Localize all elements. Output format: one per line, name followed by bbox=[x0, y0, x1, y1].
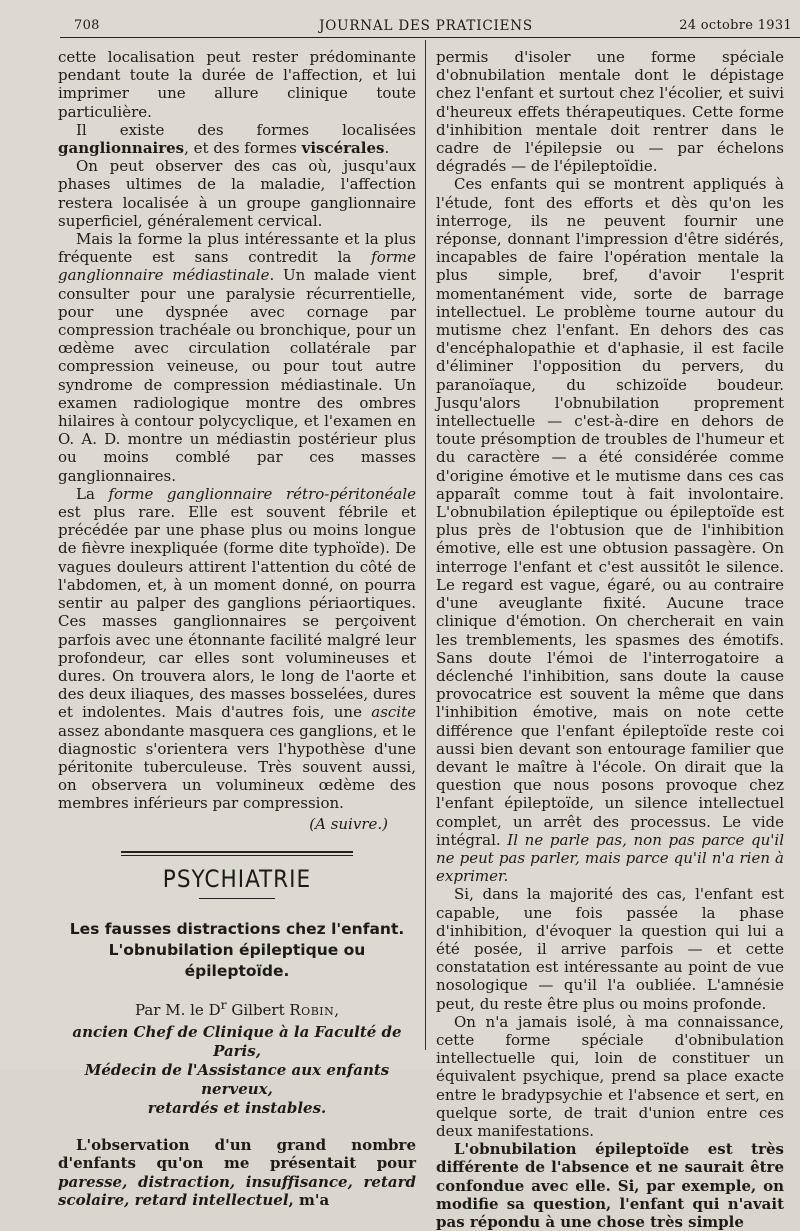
journal-title: JOURNAL DES PRATICIENS bbox=[319, 18, 533, 34]
section-rule bbox=[121, 851, 353, 856]
paragraph: cette localisation peut rester prédominante pendant toute la durée de l'affection, et lui imprimer une allure clinique toute particulière. bbox=[58, 48, 416, 121]
left-column bbox=[58, 48, 416, 1209]
paragraph: Mais la forme la plus intéressante et la plus fréquente est sans contredit la forme ganglionnaire médiastinale. Un malade vient consulter pour une paralysie récurrentielle, pour une dyspnée avec cornage par compression trachéale ou bronchique, pour un œdème avec circulation collatérale par compression veineuse, ou pour tout autre syndrome de compression médiastinale. Un examen radiologique montre des ombres hilaires à contour polycyclique, et l'examen en O. A. D. montre un médiastin postérieur plus ou moins comblé par ces masses ganglionnaires. bbox=[58, 230, 416, 485]
page-number: 708 bbox=[74, 18, 100, 33]
article-title: Les fausses distractions chez l'enfant. L'obnubilation épileptique ou épileptoïde. bbox=[69, 919, 405, 980]
header-rule bbox=[60, 37, 800, 38]
paragraph: L'obnubilation épileptoïde est très différente de l'absence et ne saurait être confondue avec elle. Si, par exemple, on modifie sa question, l'enfant qui n'avait pas répondu à une chose très simple bbox=[436, 1140, 784, 1231]
section-underline bbox=[199, 898, 275, 899]
paragraph: On peut observer des cas où, jusqu'aux phases ultimes de la maladie, l'affection restera localisée à un groupe ganglionnaire superficiel, généralement cervical. bbox=[58, 157, 416, 230]
column-separator bbox=[425, 40, 426, 1050]
paragraph: Ces enfants qui se montrent appliqués à l'étude, font des efforts et dès qu'on les interroge, ils ne peuvent fournir une réponse, donnant l'impression d'être sidérés, incapables de faire l'opération mentale la plus simple, bref, d'avoir l'esprit momentanément vide, sorte de barrage intellectuel. Le problème tourne autour du mutisme chez l'enfant. En dehors des cas d'encéphalopathie et d'aphasie, il est facile d'éliminer l'opposition du pervers, du paranoïaque, du schizoïde boudeur. Jusqu'alors l'obnubilation proprement intellectuelle — c'est-à-dire en dehors de toute présomption de troubles de l'humeur et du caractère — a été considérée comme d'origine émotive et le mutisme dans ces cas apparaît comme tout à fait involontaire. L'obnubilation épileptique ou épileptoïde est plus près de l'obtusion que de l'inhibition émotive, elle est une obtusion passagère. On interroge l'enfant et c'est aussitôt le silence. Le regard est vague, égaré, ou au contraire d'une aveuglante fixité. Aucune trace clinique d'émotion. On chercherait en vain les tremblements, les spasmes des émotifs. Sans doute l'émoi de l'interrogatoire a déclenché l'inhibition, sans doute la cause provocatrice est souvent la même que dans l'inhibition émotive, mais on note cette différence que l'enfant épileptoïde reste coi aussi bien devant son entourage familier que devant le maître à l'école. On dirait que la question que nous posons provoque chez l'enfant épileptoïde, un silence intellectuel complet, un arrêt des processus. Le vide intégral. Il ne parle pas, non pas parce qu'il ne peut pas parler, mais parce qu'il n'a rien à exprimer. bbox=[436, 175, 785, 886]
author-affiliation: ancien Chef de Clinique à la Faculté de Paris, Médecin de l'Assistance aux enfants nerveux, retardés et instables. bbox=[72, 1023, 402, 1118]
paragraph: permis d'isoler une forme spéciale d'obnubilation mentale dont le dépistage chez l'enfant et surtout chez l'écolier, et suivi d'heureux effets thérapeutiques. Cette forme d'inhibition mentale doit rentrer dans le cadre de l'épilepsie ou — par échelons dégradés — de l'épileptoïdie. bbox=[436, 48, 784, 176]
section-title: PSYCHIATRIE bbox=[162, 864, 312, 893]
paragraph: On n'a jamais isolé, à ma connaissance, cette forme spéciale d'obnibulation intellectuelle qui, loin de constituer un équivalent psychique, prend sa place exacte entre le bradypsychie et l'absence et sert, en quelque sorte, de trait d'union entre ces deux manifestations. bbox=[436, 1012, 784, 1140]
paragraph: Il existe des formes localisées ganglionnaires, et des formes viscérales. bbox=[58, 120, 416, 158]
paragraph: Si, dans la majorité des cas, l'enfant est capable, une fois passée la phase d'inhibition, d'évoquer la question qui lui a été posée, il arrive parfois — et cette constatation est intéressante au point de vue nosologique — qu'il l'a oubliée. L'amnésie peut, du reste être plus ou moins profonde. bbox=[436, 885, 784, 1013]
issue-date: 24 octobre 1931 bbox=[679, 18, 792, 33]
running-header bbox=[60, 14, 792, 36]
right-column bbox=[436, 48, 784, 1231]
article-author: Par M. le $D^r$ Gilbert Robin, bbox=[134, 996, 340, 1019]
paragraph: La forme ganglionnaire rétro-péritonéale est plus rare. Elle est souvent fébrile et précédée par une phase plus ou moins longue de fièvre inexpliquée (forme dite typhoïde). De vagues douleurs attirent l'attention du côté de l'abdomen, et, à un moment donné, on pourra sentir au palper des ganglions périaortiques. Ces masses ganglionnaires se perçoivent parfois avec une étonnante facilité malgré leur profondeur, car elles sont volumineuses et dures. On trouvera alors, le long de l'aorte et des deux iliaques, des masses bosselées, dures et indolentes. Mais d'autres fois, une ascite assez abondante masquera ces ganglions, et le diagnostic s'orientera vers l'hypothèse d'une péritonite tuberculeuse. Très souvent aussi, on observera un volumineux œdème des membres inférieurs par compression. bbox=[58, 484, 416, 813]
to-be-continued: (A suivre.) bbox=[309, 814, 388, 833]
paragraph: L'observation d'un grand nombre d'enfants qu'on me présentait pour paresse, distraction, insuffisance, retard scolaire, retard intellectuel, m'a bbox=[58, 1136, 416, 1209]
